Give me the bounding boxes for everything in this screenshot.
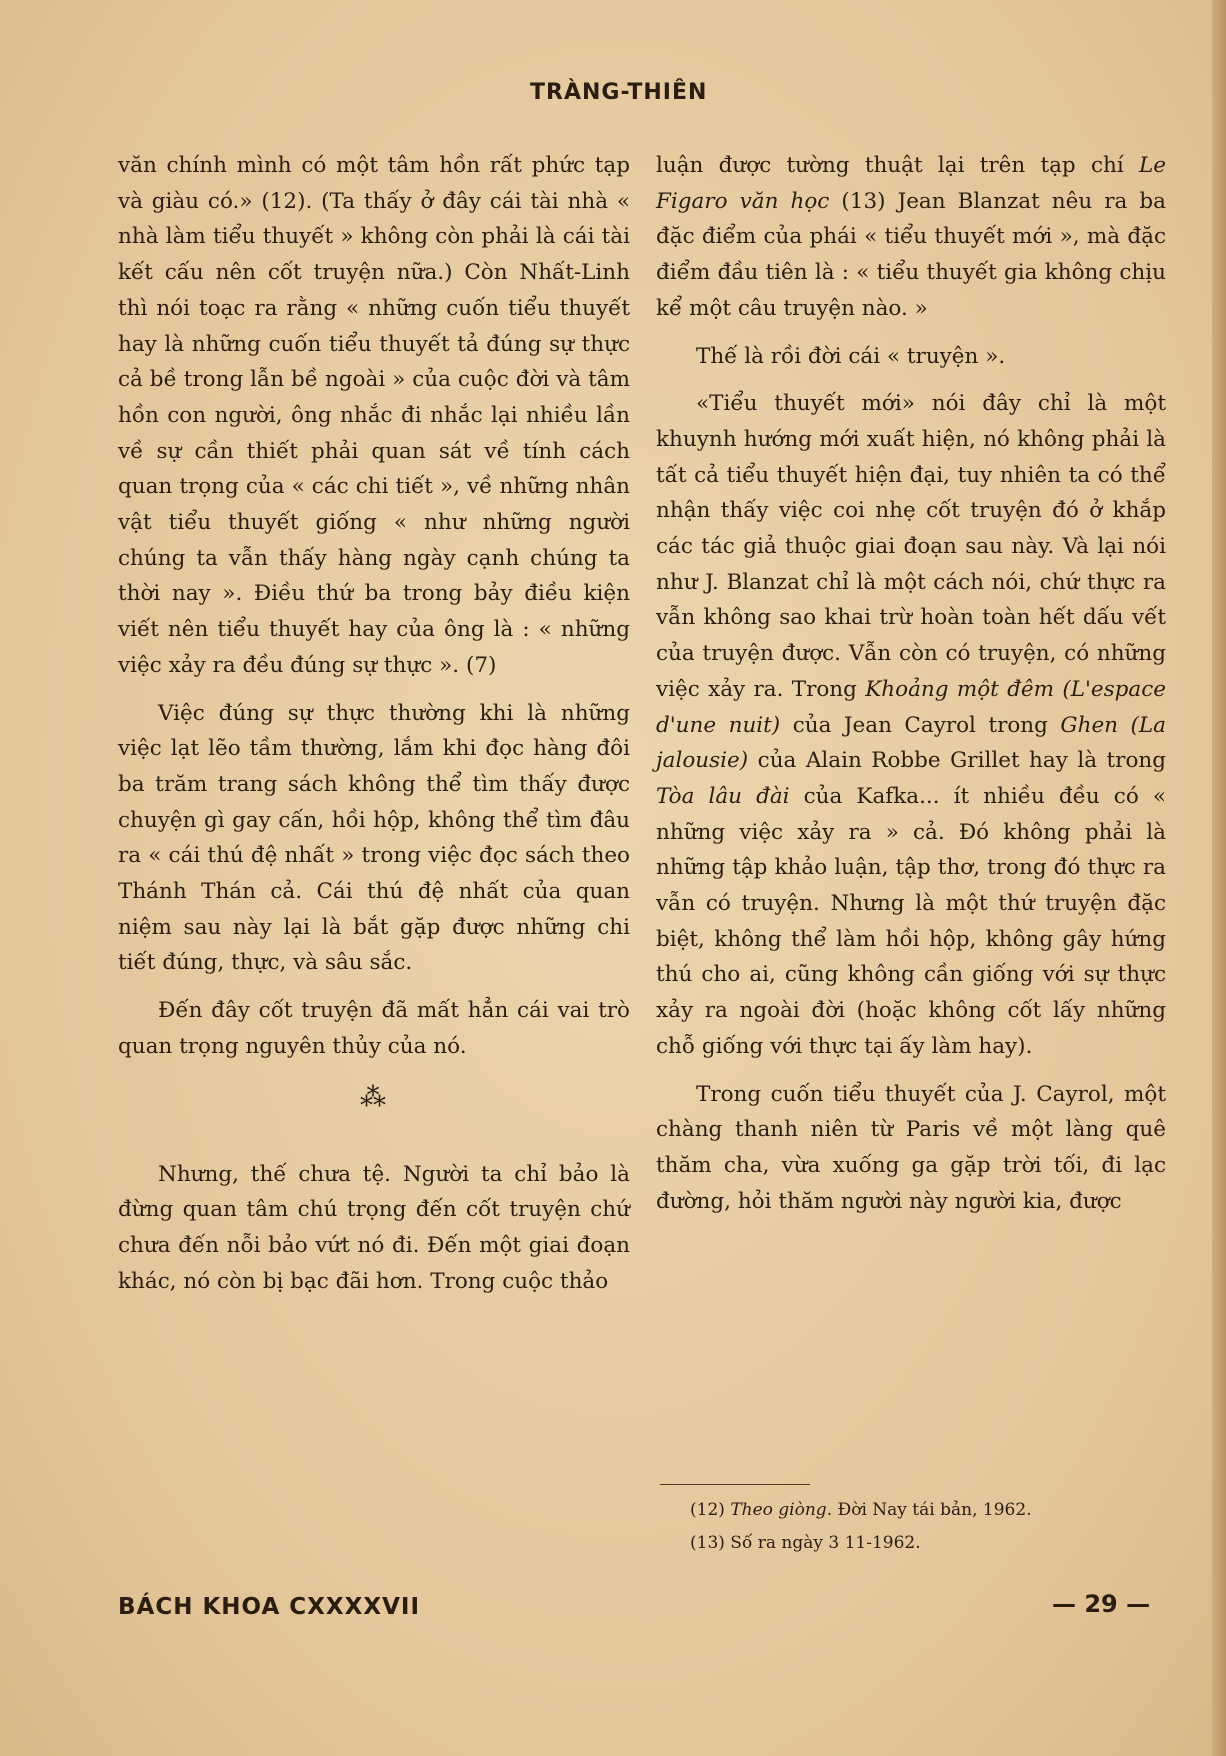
footnote-number: (12) xyxy=(690,1500,731,1520)
text-run: của Kafka... ít nhiều đều có « những việc xảy ra » cả. Đó không phải là những tập khảo luận, tập thơ, trong đó thực ra vẫn có truyện. Nhưng là một thứ truyện đặc biệt, không thể làm hồi hộp, không gây hứng thú cho ai, cũng không cần giống với sự thực xảy ra ngoài đời (hoặc không cốt lấy những chỗ giống với thực tại ấy làm hay). xyxy=(656,783,1167,1059)
footnotes xyxy=(690,1494,1170,1560)
text-run: của Jean Cayrol trong xyxy=(780,712,1061,738)
magazine-issue: BÁCH KHOA CXXXXVII xyxy=(118,1594,421,1620)
text-run: của Alain Robbe Grillet hay là trong xyxy=(748,748,1166,774)
book-title: Khoảng một đêm (L'espace d'une nuit) xyxy=(656,676,1166,738)
book-title: Ghen (La jalousie) xyxy=(656,712,1166,774)
right-column xyxy=(656,148,1166,1219)
right-paragraph-4: Trong cuốn tiểu thuyết của J. Cayrol, một chàng thanh niên từ Paris về một làng quê thăm cha, vừa xuống ga gặp trời tối, đi lạc đường, hỏi thăm người này người kia, được xyxy=(656,1081,1166,1214)
page-number: — 29 — xyxy=(1052,1590,1151,1618)
left-column xyxy=(118,148,630,1299)
left-paragraph-1: văn chính mình có một tâm hồn rất phức tạp và giàu có.» (12). (Ta thấy ở đây cái tài nhà « nhà làm tiểu thuyết » không còn phải là cái tài kết cấu nên cốt truyện nữa.) Còn Nhất-Linh thì nói toạc ra rằng « những cuốn tiểu thuyết hay là những cuốn tiểu thuyết tả đúng sự thực cả bề trong lẫn bề ngoài » của cuộc đời và tâm hồn con người, ông nhắc đi nhắc lại nhiều lần về sự cần thiết phải quan sát về tính cách quan trọng của « các chi tiết », về những nhân vật tiểu thuyết giống « như những người chúng ta vẫn thấy hàng ngày cạnh chúng ta thời nay ». Điều thứ ba trong bảy điều kiện viết nên tiểu thuyết hay của ông là : « những việc xảy ra đều đúng sự thực ». (7) xyxy=(118,153,630,678)
text-run: (13) Jean Blanzat nêu ra ba đặc điểm của phái « tiểu thuyết mới », mà đặc điểm đầu tiên là : « tiểu thuyết gia không chịu kể một câu truyện nào. » xyxy=(656,188,1166,321)
footnote-text: . Đời Nay tái bản, 1962. xyxy=(826,1500,1032,1520)
text-run: luận được tường thuật lại trên tạp chí xyxy=(656,153,1139,178)
page-edge xyxy=(1212,0,1226,1756)
journal-title: Le Figaro văn học xyxy=(656,153,1166,214)
book-title: Tòa lâu đài xyxy=(656,783,790,809)
left-paragraph-2: Việc đúng sự thực thường khi là những việc lạt lẽo tầm thường, lắm khi đọc hàng đôi ba trăm trang sách không thể tìm thấy được chuyện gì gay cấn, hồi hộp, không thể tìm đâu ra « cái thú đệ nhất » trong việc đọc sách theo Thánh Thán cả. Cái thú đệ nhất của quan niệm sau này lại là bắt gặp được những chi tiết đúng, thực, và sâu sắc. xyxy=(118,700,630,976)
right-paragraph-3 xyxy=(656,386,1166,1064)
running-header: TRÀNG-THIÊN xyxy=(530,80,708,105)
section-asterism: ⁂ xyxy=(360,1082,388,1113)
right-paragraph-1 xyxy=(656,148,1166,327)
footnote-12 xyxy=(690,1494,1170,1527)
footnote-13: (13) Số ra ngày 3 11-1962. xyxy=(690,1533,921,1553)
left-paragraph-3: Đến đây cốt truyện đã mất hẳn cái vai trò quan trọng nguyên thủy của nó. xyxy=(118,998,630,1059)
footnote-title: Theo giòng xyxy=(730,1500,827,1520)
footnote-divider xyxy=(660,1484,810,1485)
left-paragraph-4: Nhưng, thế chưa tệ. Người ta chỉ bảo là đừng quan tâm chú trọng đến cốt truyện chứ chưa đến nỗi bảo vứt nó đi. Đến một giai đoạn khác, nó còn bị bạc đãi hơn. Trong cuộc thảo xyxy=(118,1161,630,1294)
right-paragraph-2: Thế là rồi đời cái « truyện ». xyxy=(696,343,1006,369)
text-run: «Tiểu thuyết mới» nói đây chỉ là một khuynh hướng mới xuất hiện, nó không phải là tất cả tiểu thuyết hiện đại, tuy nhiên ta có thể nhận thấy việc coi nhẹ cốt truyện đó ở khắp các tác giả thuộc giai đoạn sau này. Và lại nói như J. Blanzat chỉ là một cách nói, chứ thực ra vẫn không sao khai trừ hoàn toàn hết dấu vết của truyện được. Vẫn còn có truyện, có những việc xảy ra. Trong xyxy=(656,391,1166,702)
